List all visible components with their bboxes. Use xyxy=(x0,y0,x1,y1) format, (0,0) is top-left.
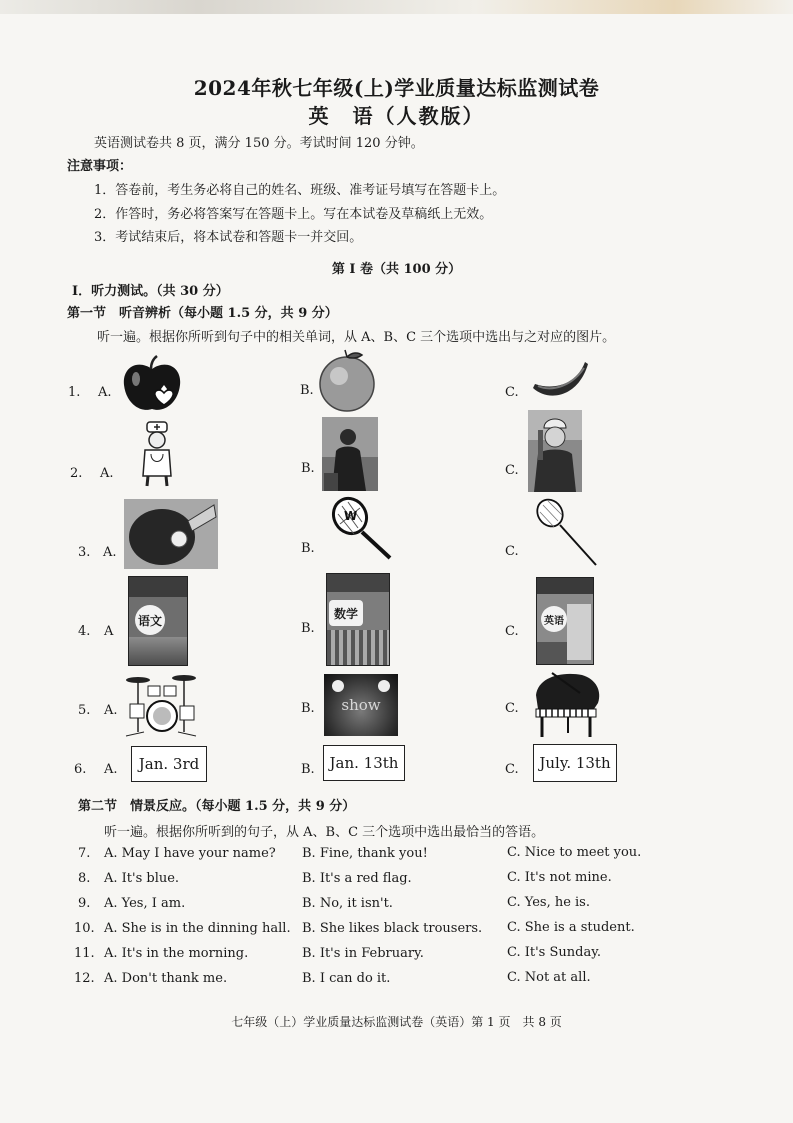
question-number: 7. xyxy=(78,846,91,861)
question-number: 3. xyxy=(78,545,91,560)
option-c-label: C. xyxy=(505,544,519,559)
option-b: B. I can do it. xyxy=(302,971,391,986)
section1-title: 第一节 听音辨析（每小题 1.5 分，共 9 分） xyxy=(67,306,338,321)
book-label: 英语 xyxy=(541,606,567,632)
section2-instruction: 听一遍。根据你所听到的句子，从 A、B、C 三个选项中选出最恰当的答语。 xyxy=(104,825,545,840)
worker-photo-icon xyxy=(528,410,582,492)
option-a-label: A xyxy=(104,624,114,639)
option-c: C. She is a student. xyxy=(507,920,635,935)
option-c: C. It's not mine. xyxy=(507,870,612,885)
section1-instruction: 听一遍。根据你所听到句子中的相关单词，从 A、B、C 三个选项中选出与之对应的图片。 xyxy=(97,330,616,345)
option-b-label: B. xyxy=(301,461,315,476)
apple-icon xyxy=(120,355,184,413)
option-a-label: A. xyxy=(103,545,117,560)
option-c-label: C. xyxy=(505,701,519,716)
question-number: 11. xyxy=(74,946,95,961)
date-option-a: Jan. 3rd xyxy=(131,746,207,782)
ping-pong-bat-icon xyxy=(124,499,218,569)
option-a: A. She is in the dinning hall. xyxy=(104,921,291,936)
option-c-label: C. xyxy=(505,762,519,777)
book-label: 数学 xyxy=(329,600,363,626)
book-label: 语文 xyxy=(135,605,165,635)
option-a: A. May I have your name? xyxy=(104,846,276,861)
option-b: B. Fine, thank you! xyxy=(302,846,428,861)
option-c: C. Yes, he is. xyxy=(507,895,590,910)
tennis-racket-icon xyxy=(330,496,394,562)
question-number: 1. xyxy=(68,385,81,400)
option-a-label: A. xyxy=(104,703,118,718)
option-c: C. It's Sunday. xyxy=(507,945,601,960)
man-photo-icon xyxy=(322,417,378,491)
option-c-label: C. xyxy=(505,624,519,639)
part-heading: 第 Ⅰ 卷（共 100 分） xyxy=(331,262,462,277)
option-b-label: B. xyxy=(300,383,314,398)
svg-text:W: W xyxy=(344,509,358,523)
option-a: A. It's in the morning. xyxy=(104,946,249,961)
option-b: B. It's a red flag. xyxy=(302,871,412,886)
exam-info: 英语测试卷共 8 页，满分 150 分。考试时间 120 分钟。 xyxy=(94,136,424,151)
option-b-label: B. xyxy=(301,762,315,777)
question-number: 10. xyxy=(74,921,95,936)
option-c-label: C. xyxy=(505,463,519,478)
drum-set-icon xyxy=(124,670,198,738)
piano-icon xyxy=(532,669,604,741)
show-label: show xyxy=(341,696,381,714)
question-number: 12. xyxy=(74,971,95,986)
option-a: A. Yes, I am. xyxy=(104,896,186,911)
date-option-b: Jan. 13th xyxy=(323,745,405,781)
question-number: 6. xyxy=(74,762,87,777)
option-b-label: B. xyxy=(301,541,315,556)
option-a-label: A. xyxy=(104,762,118,777)
option-b: B. No, it isn't. xyxy=(302,896,393,911)
english-book-icon xyxy=(536,577,594,665)
badminton-racket-icon xyxy=(534,497,600,569)
option-a: A. Don't thank me. xyxy=(104,971,228,986)
option-a-label: A. xyxy=(98,385,112,400)
page-footer: 七年级（上）学业质量达标监测试卷（英语）第 1 页 共 8 页 xyxy=(231,1015,562,1029)
option-c: C. Nice to meet you. xyxy=(507,845,642,860)
option-a-label: A. xyxy=(100,466,114,481)
notes-heading: 注意事项： xyxy=(67,159,133,174)
option-c: C. Not at all. xyxy=(507,970,591,985)
question-number: 4. xyxy=(78,624,91,639)
question-number: 8. xyxy=(78,871,91,886)
exam-subtitle: 英 语（人教版） xyxy=(308,104,485,128)
question-number: 2. xyxy=(70,466,83,481)
exam-title: 2024年秋七年级(上)学业质量达标监测试卷 xyxy=(193,76,600,100)
chinese-book-icon xyxy=(128,576,188,666)
date-option-c: July. 13th xyxy=(533,744,617,782)
show-stage-icon xyxy=(324,674,398,736)
option-b: B. It's in February. xyxy=(302,946,424,961)
option-c-label: C. xyxy=(505,385,519,400)
scan-edge xyxy=(0,0,793,14)
question-number: 9. xyxy=(78,896,91,911)
option-b: B. She likes black trousers. xyxy=(302,921,483,936)
option-b-label: B. xyxy=(301,701,315,716)
note-item: 3．考试结束后，将本试卷和答题卡一并交回。 xyxy=(94,230,363,245)
math-book-icon xyxy=(326,573,390,666)
banana-icon xyxy=(530,358,592,402)
section2-title: 第二节 情景反应。（每小题 1.5 分，共 9 分） xyxy=(78,799,356,814)
option-b-label: B. xyxy=(301,621,315,636)
question-number: 5. xyxy=(78,703,91,718)
listening-heading: Ⅰ．听力测试。（共 30 分） xyxy=(72,284,229,299)
doctor-icon xyxy=(138,420,176,490)
orange-icon xyxy=(316,348,378,412)
note-item: 1．答卷前，考生务必将自己的姓名、班级、准考证号填写在答题卡上。 xyxy=(94,183,506,198)
note-item: 2．作答时，务必将答案写在答题卡上。写在本试卷及草稿纸上无效。 xyxy=(94,207,493,222)
option-a: A. It's blue. xyxy=(104,871,180,886)
